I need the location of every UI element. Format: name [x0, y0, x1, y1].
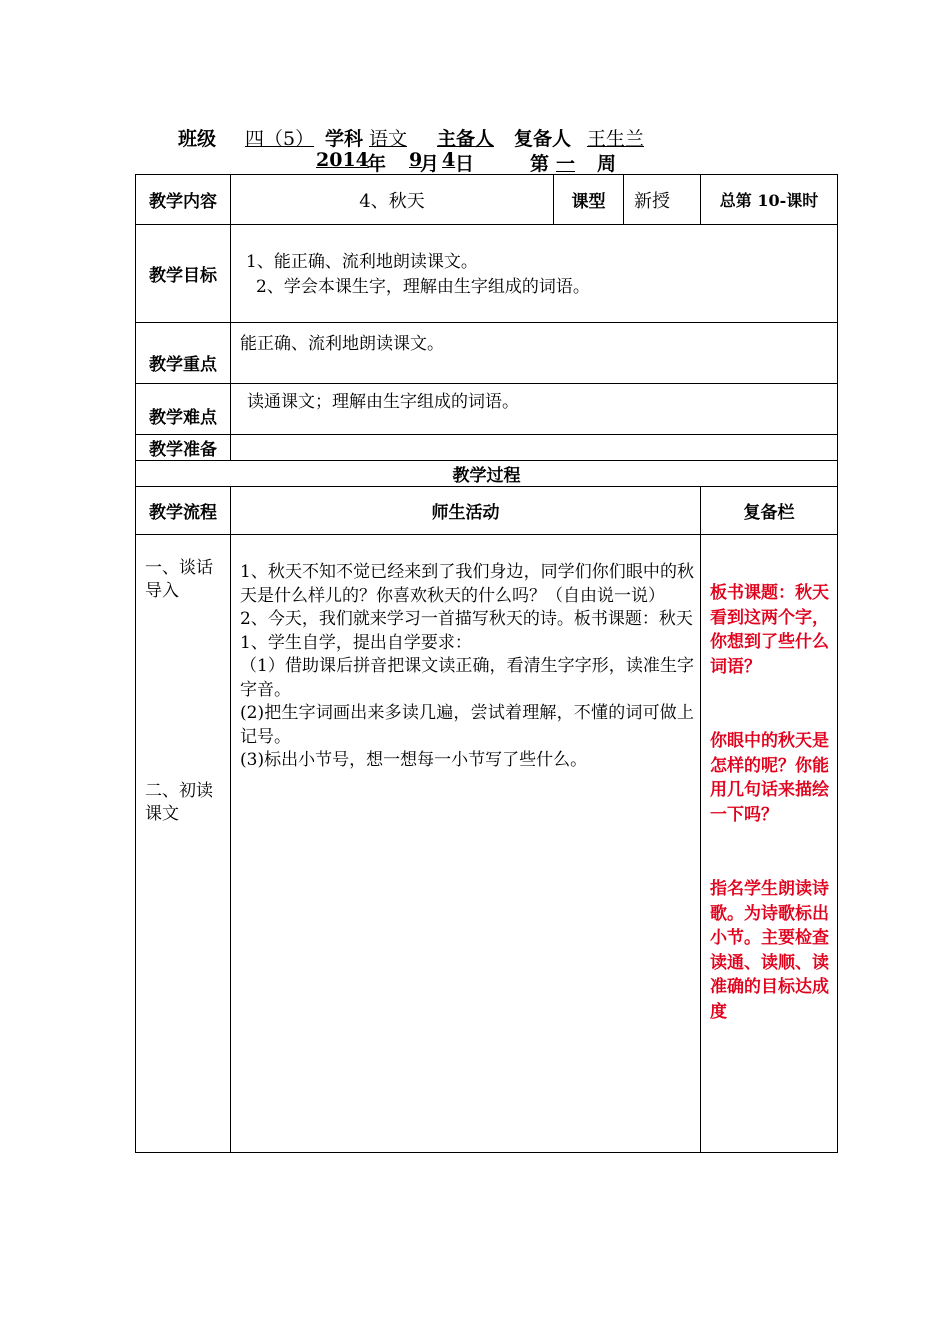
co-prep-label: 复备人 — [514, 128, 572, 150]
class-label: 班级 — [178, 128, 217, 150]
co-prep-value: 王生兰 — [587, 128, 645, 150]
prep-label: 教学准备 — [136, 435, 231, 461]
process-title: 教学过程 — [136, 461, 838, 487]
type-label: 课型 — [554, 175, 624, 225]
row-process-title — [136, 461, 838, 487]
activity-item: (2)把生字词画出来多读几遍，尝试着理解，不懂的词可做上记号。 — [240, 703, 694, 747]
month-value: 9 — [409, 149, 423, 171]
month-label: 月 — [420, 153, 440, 175]
goals-cell — [231, 225, 838, 323]
note-item: 指名学生朗读诗歌。为诗歌标出小节。主要检查读通、读顺、读准确的目标达成度 — [710, 879, 829, 1022]
row-key — [136, 323, 838, 384]
col-notes-header: 复备栏 — [701, 487, 838, 535]
year-value: 2014 — [316, 149, 369, 171]
row-process-body — [136, 535, 838, 1153]
key-label: 教学重点 — [136, 323, 231, 384]
subject-value: 语文 — [369, 128, 408, 150]
week-suffix: 周 — [597, 153, 617, 175]
total-label: 总第 10-课时 — [701, 175, 838, 225]
year-label: 年 — [367, 153, 387, 175]
day-value: 4 — [442, 149, 456, 171]
prep-value — [231, 435, 838, 461]
activity-item: (3)标出小节号，想一想每一小节写了些什么。 — [240, 750, 588, 770]
row-difficulty — [136, 384, 838, 435]
week-prefix: 第 — [530, 153, 550, 175]
flow-cell — [136, 535, 231, 1153]
flow-step-1: 一、谈话导入 — [145, 558, 213, 601]
row-process-header — [136, 487, 838, 535]
day-label: 日 — [455, 153, 475, 175]
type-value: 新授 — [624, 175, 701, 225]
content-label: 教学内容 — [136, 175, 231, 225]
class-value: 四（5） — [245, 128, 315, 150]
note-item: 你眼中的秋天是怎样的呢？你能用几句话来描绘一下吗？ — [710, 731, 829, 825]
row-goals — [136, 225, 838, 323]
subject-label: 学科 — [325, 128, 364, 150]
activity-item: 1、秋天不知不觉已经来到了我们身边，同学们你们眼中的秋天是什么样儿的？你喜欢秋天的什么吗？（自由说一说） — [240, 562, 694, 606]
difficulty-label: 教学难点 — [136, 384, 231, 435]
goals-label: 教学目标 — [136, 225, 231, 323]
activity-cell — [231, 535, 701, 1153]
content-value: 4、秋天 — [231, 175, 554, 225]
lesson-plan-table — [135, 174, 838, 1153]
week-value: 一 — [556, 153, 576, 175]
note-item: 板书课题：秋天看到这两个字，你想到了些什么词语？ — [710, 583, 829, 677]
flow-step-2: 二、初读课文 — [145, 781, 213, 824]
row-prep — [136, 435, 838, 461]
row-content — [136, 175, 838, 225]
col-flow-header: 教学流程 — [136, 487, 231, 535]
lead-prep-label: 主备人 — [437, 128, 495, 150]
goal-1: 1、能正确、流利地朗读课文。 — [246, 252, 478, 272]
activity-item: （1）借助课后拼音把课文读正确，看清生字字形，读准生字字音。 — [240, 656, 694, 700]
notes-cell — [701, 535, 838, 1153]
goal-2: 2、学会本课生字，理解由生字组成的词语。 — [256, 277, 590, 297]
activity-item: 1、学生自学，提出自学要求： — [240, 632, 472, 653]
key-value: 能正确、流利地朗读课文。 — [231, 323, 838, 384]
activity-item: 2、今天，我们就来学习一首描写秋天的诗。板书课题：秋天 — [240, 609, 693, 629]
difficulty-value: 读通课文；理解由生字组成的词语。 — [231, 384, 838, 435]
col-activity-header: 师生活动 — [231, 487, 701, 535]
